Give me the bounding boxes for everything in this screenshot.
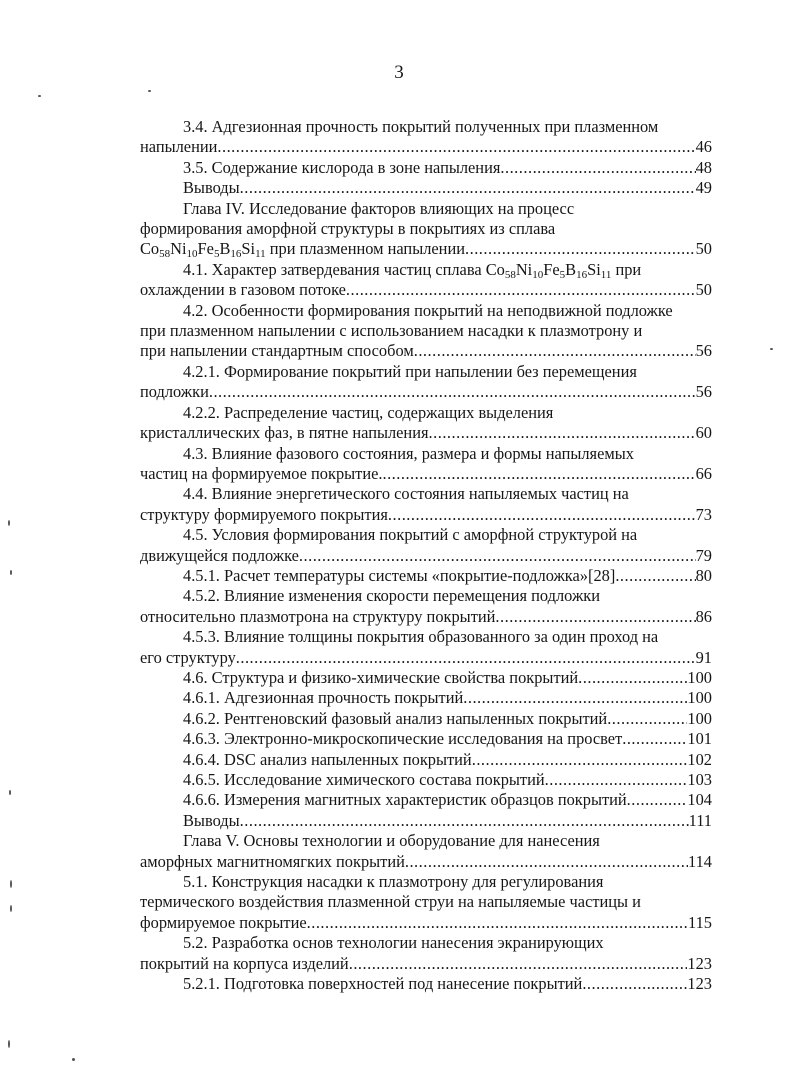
toc-entry-4-4[interactable] bbox=[140, 484, 712, 525]
toc-entry-text: 4.5.3. Влияние толщины покрытия образованного за один проход на bbox=[183, 627, 659, 647]
toc-entry-text: 4.2. Особенности формирования покрытий на неподвижной подложке bbox=[183, 300, 673, 320]
leader-dots bbox=[217, 137, 695, 157]
toc-entry-4-2-2[interactable] bbox=[140, 403, 712, 444]
leader-dots bbox=[582, 974, 687, 994]
scan-speck bbox=[148, 90, 151, 92]
toc-entry-text: 4.6.5. Исследование химического состава покрытий bbox=[183, 770, 545, 789]
toc-entry-3-4[interactable] bbox=[140, 117, 712, 158]
toc-entry-text: 5.1. Конструкция насадки к плазмотрону для регулирования bbox=[183, 872, 604, 892]
toc-page-number: 66 bbox=[695, 463, 712, 483]
leader-dots bbox=[414, 341, 696, 361]
toc-entry-conclusions-3[interactable] bbox=[140, 178, 712, 198]
leader-dots bbox=[307, 913, 688, 933]
toc-entry-4-2[interactable] bbox=[140, 301, 712, 362]
toc-entry-4-5-1[interactable] bbox=[140, 566, 712, 586]
toc-entry-text: 4.4. Влияние энергетического состояния напыляемых частиц на bbox=[183, 484, 629, 504]
leader-dots bbox=[607, 709, 687, 729]
toc-page-number: 80 bbox=[695, 565, 712, 585]
toc-page-number: 50 bbox=[695, 239, 712, 259]
toc-entry-text: напылении bbox=[140, 137, 218, 157]
toc-entry-text: формирования аморфной структуры в покрытиях из сплава bbox=[140, 219, 556, 239]
leader-dots bbox=[627, 790, 688, 810]
toc-entry-text: $Co_{58}Ni_{10}Fe_5B_{16}Si_{11}$ при плазменном напылении bbox=[140, 239, 465, 261]
toc-page-number: 102 bbox=[687, 749, 712, 769]
leader-dots bbox=[472, 750, 688, 770]
toc-page-number: 103 bbox=[687, 770, 712, 789]
scan-speck bbox=[10, 570, 12, 575]
toc-page-number: 100 bbox=[687, 667, 712, 687]
toc-entry-text: формируемое покрытие bbox=[140, 912, 307, 932]
toc-page-number: 56 bbox=[695, 341, 712, 361]
scan-speck bbox=[9, 790, 11, 795]
leader-dots bbox=[465, 239, 696, 259]
toc-entry-text: 4.5. Условия формирования покрытий с аморфной структурой на bbox=[183, 525, 638, 545]
toc-entry-text: 5.2.1. Подготовка поверхностей под нанесение покрытий bbox=[183, 974, 583, 994]
leader-dots bbox=[429, 423, 696, 443]
toc-page-number: 46 bbox=[695, 137, 712, 157]
toc-entry-4-6-6[interactable] bbox=[140, 790, 712, 810]
leader-dots bbox=[349, 954, 688, 974]
toc-entry-text: его структуру bbox=[140, 647, 236, 667]
toc-entry-text: 4.5.2. Влияние изменения скорости перемещения подложки bbox=[183, 586, 601, 606]
leader-dots bbox=[405, 852, 688, 872]
page-number: 3 bbox=[394, 62, 404, 83]
toc-entry-text: 4.3. Влияние фазового состояния, размера и формы напыляемых bbox=[183, 443, 634, 463]
toc-entry-4-5-3[interactable] bbox=[140, 627, 712, 668]
toc-entry-text: охлаждении в газовом потоке bbox=[140, 280, 346, 300]
toc-entry-4-3[interactable] bbox=[140, 444, 712, 485]
toc-entry-text: подложки bbox=[140, 382, 209, 402]
toc-entry-conclusions-4[interactable] bbox=[140, 811, 712, 831]
toc-entry-3-5[interactable] bbox=[140, 158, 712, 178]
toc-entry-5-2-1[interactable] bbox=[140, 974, 712, 994]
toc-entry-chapter-4[interactable] bbox=[140, 199, 712, 260]
table-of-contents bbox=[140, 117, 712, 994]
toc-entry-text: 4.2.2. Распределение частиц, содержащих выделения bbox=[183, 402, 554, 422]
scan-speck bbox=[8, 1040, 10, 1048]
toc-entry-text: термического воздействия плазменной струи на напыляемые частицы и bbox=[140, 892, 641, 912]
toc-entry-text: частиц на формируемое покрытие. bbox=[140, 463, 383, 483]
leader-dots bbox=[240, 811, 689, 831]
toc-page-number: 100 bbox=[687, 688, 712, 708]
toc-entry-text: покрытий на корпуса изделий bbox=[140, 953, 349, 973]
toc-entry-text: Глава IV. Исследование факторов влияющих на процесс bbox=[183, 198, 575, 218]
scan-speck bbox=[72, 1058, 75, 1061]
leader-dots bbox=[615, 566, 695, 586]
toc-entry-4-6-1[interactable] bbox=[140, 688, 712, 708]
toc-entry-text: 4.6.2. Рентгеновский фазовый анализ напыленных покрытий bbox=[183, 708, 608, 728]
toc-entry-4-6-5[interactable] bbox=[140, 770, 712, 790]
toc-page-number: 115 bbox=[688, 912, 712, 932]
toc-entry-text: при плазменном напылении с использованием насадки к плазмотрону и bbox=[140, 321, 643, 341]
toc-entry-text: относительно плазмотрона на структуру покрытий bbox=[140, 606, 496, 626]
toc-entry-text: структуру формируемого покрытия bbox=[140, 504, 388, 524]
leader-dots bbox=[382, 464, 695, 484]
toc-page-number: 86 bbox=[695, 606, 712, 626]
leader-dots bbox=[578, 668, 687, 688]
toc-entry-text: кристаллических фаз, в пятне напыления bbox=[140, 423, 429, 443]
toc-entry-text: Глава V. Основы технологии и оборудование для нанесения bbox=[183, 831, 600, 851]
toc-entry-text: Выводы bbox=[183, 178, 240, 198]
toc-page-number: 101 bbox=[687, 729, 712, 749]
leader-dots bbox=[209, 382, 696, 402]
toc-page-number: 100 bbox=[687, 708, 712, 728]
toc-page-number: 91 bbox=[695, 647, 712, 667]
toc-entry-4-6[interactable] bbox=[140, 668, 712, 688]
toc-entry-text: 4.5.1. Расчет температуры системы «покрытие-подложка»[28] bbox=[183, 565, 616, 585]
toc-page-number: 123 bbox=[687, 953, 712, 973]
toc-page-number: 50 bbox=[695, 280, 712, 300]
toc-entry-5-1[interactable] bbox=[140, 872, 712, 933]
toc-entry-text: 4.6.4. DSC анализ напыленных покрытий bbox=[183, 749, 472, 769]
toc-entry-4-5[interactable] bbox=[140, 525, 712, 566]
toc-entry-text: 4.6.3. Электронно-микроскопические исследования на просвет bbox=[183, 729, 623, 749]
toc-entry-text: 5.2. Разработка основ технологии нанесения экранирующих bbox=[183, 933, 604, 953]
toc-entry-5-2[interactable] bbox=[140, 933, 712, 974]
scan-speck bbox=[38, 95, 41, 97]
toc-entry-4-5-2[interactable] bbox=[140, 586, 712, 627]
toc-page-number: 114 bbox=[688, 851, 712, 871]
toc-page-number: 49 bbox=[695, 178, 712, 198]
toc-entry-text: Выводы bbox=[183, 810, 240, 830]
leader-dots bbox=[463, 688, 687, 708]
leader-dots bbox=[495, 607, 695, 627]
leader-dots bbox=[240, 178, 696, 198]
toc-entry-text: 4.6. Структура и физико-химические свойства покрытий bbox=[183, 667, 579, 687]
leader-dots bbox=[299, 546, 696, 566]
scan-speck bbox=[770, 348, 773, 350]
toc-entry-chapter-5[interactable] bbox=[140, 831, 712, 872]
toc-entry-4-1[interactable] bbox=[140, 260, 712, 301]
scan-speck bbox=[10, 880, 12, 888]
leader-dots bbox=[622, 729, 687, 749]
toc-page-number: 123 bbox=[687, 974, 712, 994]
leader-dots bbox=[545, 770, 688, 790]
toc-page-number: 79 bbox=[695, 545, 712, 565]
leader-dots bbox=[500, 158, 695, 178]
toc-entry-text: 4.1. Характер затвердевания частиц сплава $Co_{58}Ni_{10}Fe_5B_{16}Si_{11}$ при bbox=[183, 259, 642, 281]
leader-dots bbox=[346, 280, 696, 300]
scan-speck bbox=[10, 905, 12, 912]
toc-page-number: 56 bbox=[695, 382, 712, 402]
toc-page-number: 60 bbox=[695, 423, 712, 443]
toc-entry-4-6-2[interactable] bbox=[140, 709, 712, 729]
leader-dots bbox=[388, 505, 696, 525]
toc-page-number: 104 bbox=[687, 790, 712, 810]
toc-page-number: 111 bbox=[688, 810, 712, 830]
toc-entry-text: 4.6.6. Измерения магнитных характеристик образцов покрытий bbox=[183, 790, 627, 810]
toc-entry-4-2-1[interactable] bbox=[140, 362, 712, 403]
toc-entry-text: 3.5. Содержание кислорода в зоне напыления bbox=[183, 157, 501, 177]
scan-speck bbox=[8, 520, 10, 526]
toc-entry-text: 4.6.1. Адгезионная прочность покрытий bbox=[183, 688, 464, 708]
leader-dots bbox=[236, 648, 696, 668]
toc-entry-text: 4.2.1. Формирование покрытий при напылении без перемещения bbox=[183, 361, 637, 381]
toc-page-number: 48 bbox=[695, 157, 712, 177]
toc-entry-4-6-3[interactable] bbox=[140, 729, 712, 749]
toc-entry-text: движущейся подложке bbox=[140, 545, 299, 565]
toc-entry-text: аморфных магнитномягких покрытий bbox=[140, 851, 405, 871]
toc-entry-text: при напылении стандартным способом bbox=[140, 341, 414, 361]
toc-page-number: 73 bbox=[695, 504, 712, 524]
toc-entry-text: 3.4. Адгезионная прочность покрытий полученных при плазменном bbox=[183, 117, 659, 136]
toc-entry-4-6-4[interactable] bbox=[140, 750, 712, 770]
